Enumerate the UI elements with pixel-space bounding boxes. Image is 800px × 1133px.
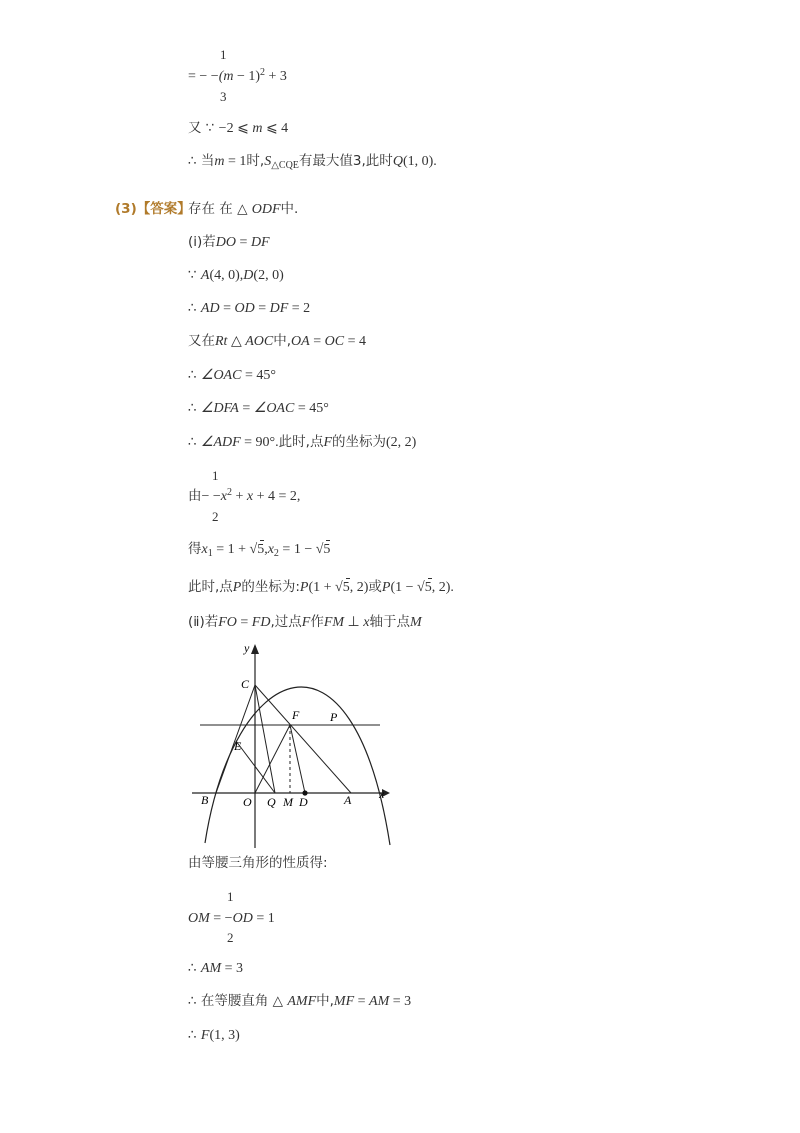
math-token: ∠OAC (253, 401, 295, 416)
label-d: D (299, 795, 308, 809)
math-token: = (354, 994, 370, 1009)
segment-of (255, 725, 290, 793)
math-token: AMF (287, 994, 317, 1009)
fraction-numerator: 1 (227, 889, 234, 904)
math-token: D (243, 268, 254, 283)
math-token: m (252, 121, 263, 136)
math-token: = 1 + √ (212, 542, 258, 557)
math-token: (ⅰ)若 (188, 234, 216, 250)
math-token: M (409, 615, 422, 630)
math-token: Q (392, 154, 403, 169)
line-roots (188, 543, 330, 557)
segment-cq (255, 685, 275, 793)
math-token: 有最大值3,此时 (298, 153, 393, 169)
math-token: (4, 0), (209, 268, 244, 283)
math-token: = 1 (224, 154, 247, 169)
math-token: AOC (245, 334, 274, 349)
math-token: 此时,点 (188, 579, 233, 595)
math-token: , 2). (431, 580, 454, 595)
math-token: = 4 (344, 334, 366, 349)
line-exists (188, 203, 298, 217)
math-token: (1 + √ (308, 580, 343, 595)
label-c: C (241, 677, 250, 691)
math-token: FD (251, 615, 271, 630)
label-a: A (344, 793, 352, 807)
math-token: + (232, 489, 247, 504)
label-f: F (292, 708, 300, 722)
math-token: , (264, 542, 268, 557)
line-expression (188, 67, 287, 84)
math-token: 5 (342, 580, 350, 595)
math-token: 中, (316, 993, 334, 1009)
math-token: OM (188, 911, 210, 926)
math-token: MF (333, 994, 355, 1009)
math-token: = 3 (221, 961, 244, 976)
math-token: AM (200, 961, 222, 976)
math-token: = (236, 615, 252, 630)
math-token: x (220, 489, 228, 504)
math-token: AM (369, 994, 390, 1009)
line-f-coordinates (188, 1029, 240, 1043)
line-range (188, 122, 288, 136)
math-token: 存在 在 △ (188, 201, 252, 217)
math-token: = − (209, 911, 233, 926)
line-isosceles (188, 857, 328, 871)
math-token: = 45° (241, 368, 276, 383)
math-token: 作 (310, 614, 324, 630)
math-token: DF (269, 301, 289, 316)
math-token: 又 ∵ (188, 120, 219, 136)
math-token: ∴ (188, 960, 201, 976)
math-token: 中. (280, 201, 299, 217)
math-token: 又在 (188, 333, 215, 349)
math-token: OD (232, 911, 253, 926)
math-token: ∴ (188, 367, 201, 383)
line-equal-lengths (188, 302, 310, 316)
math-token: ⊥ (344, 615, 364, 630)
math-token: 由 (188, 488, 202, 504)
math-token: P (299, 580, 309, 595)
line-am (188, 962, 243, 976)
segment-ca (255, 685, 351, 793)
math-token: − − (201, 489, 221, 504)
math-token: (m (218, 69, 234, 84)
math-token: △CQE (271, 160, 299, 171)
line-case-ii (188, 616, 422, 630)
math-token: F (323, 435, 333, 450)
math-token: 中, (273, 333, 292, 349)
line-max-value (188, 155, 437, 169)
math-token: ODF (251, 202, 281, 217)
math-token: x (363, 615, 370, 630)
math-token: 5 (323, 542, 331, 557)
math-token: ∴ 当 (188, 153, 215, 169)
math-token: ∠OAC (200, 368, 242, 383)
math-token: ⩽ 4 (262, 121, 289, 136)
math-token: OD (234, 301, 255, 316)
line-p-coordinates (188, 581, 454, 595)
math-token: ∠ADF (200, 435, 241, 450)
line-angle-oac (188, 369, 276, 383)
math-token: DO (215, 235, 237, 250)
math-token: 的坐标为: (241, 579, 300, 595)
math-token: = 1 (252, 911, 275, 926)
math-token: FM (323, 615, 345, 630)
math-token: x (267, 542, 274, 557)
math-token: x (246, 489, 254, 504)
math-token: = (238, 401, 254, 416)
label-p: P (330, 710, 338, 724)
segment-fd (290, 725, 305, 793)
line-case-i (188, 236, 270, 250)
math-token: ∴ (188, 300, 201, 316)
math-token: ∠DFA (200, 401, 239, 416)
math-token: F (200, 1028, 210, 1043)
math-token: = (309, 334, 325, 349)
math-token: OA (291, 334, 310, 349)
math-token: = 3 (389, 994, 412, 1009)
math-token: P (232, 580, 242, 595)
math-token: + 3 (265, 69, 287, 84)
math-token: P (381, 580, 391, 595)
fraction-denominator: 2 (227, 930, 234, 945)
line-equation (188, 487, 301, 504)
fraction-numerator: 1 (212, 468, 219, 483)
label-e: E (234, 739, 242, 753)
line-amf (188, 995, 411, 1009)
math-token: 5 (424, 580, 432, 595)
math-token: ∴ (188, 1027, 201, 1043)
math-token: S (264, 154, 272, 169)
label-m: M (283, 795, 293, 809)
math-token: = (236, 235, 251, 250)
math-token: , 2) (349, 580, 369, 595)
label-y: y (244, 641, 250, 655)
math-token: 2 (227, 487, 233, 498)
math-token: − 1) (233, 69, 261, 84)
line-om (188, 912, 275, 926)
fraction-numerator: 1 (220, 47, 227, 62)
math-token: (1, 0). (402, 154, 437, 169)
math-token: △ (227, 334, 246, 349)
math-token: (1 − √ (390, 580, 425, 595)
math-token: ∴ (188, 400, 201, 416)
math-token: (ⅱ)若 (188, 614, 219, 630)
line-angle-dfa (188, 402, 329, 416)
math-token: 2 (260, 67, 266, 78)
answer-label: (3)【答案】 (115, 201, 191, 217)
math-token: F (301, 615, 311, 630)
math-token: −2 ⩽ (218, 121, 253, 136)
math-token: 5 (257, 542, 265, 557)
math-token: = 2 (288, 301, 311, 316)
label-q: Q (267, 795, 276, 809)
math-token: ∵ (188, 267, 201, 283)
math-token: OC (324, 334, 345, 349)
math-token: AD (200, 301, 220, 316)
label-b: B (201, 793, 209, 807)
math-token: (2, 0) (253, 268, 284, 283)
math-token: (2, 2) (386, 435, 417, 450)
math-token: 或 (368, 579, 382, 595)
math-token: 时, (246, 153, 265, 169)
label-x: x (379, 787, 385, 801)
y-axis-arrow (251, 644, 259, 654)
label-o: O (243, 795, 252, 809)
math-token: 轴于点 (369, 614, 410, 630)
math-token: ∴ (188, 434, 201, 450)
math-token: Rt (215, 334, 228, 349)
math-token: 由等腰三角形的性质得: (188, 855, 328, 871)
math-token: FO (218, 615, 237, 630)
math-token: x (201, 542, 208, 557)
math-token: m (214, 154, 225, 169)
math-token: ∴ 在等腰直角 △ (188, 993, 288, 1009)
line-right-triangle (188, 335, 366, 349)
math-token: 此时,点 (278, 434, 324, 450)
math-token: 得 (188, 541, 202, 557)
line-points (188, 269, 284, 283)
math-token: = − − (188, 69, 219, 84)
fraction-denominator: 2 (212, 509, 219, 524)
parabola-figure (188, 638, 393, 850)
math-token: 1 (207, 548, 213, 559)
math-token: (1, 3) (209, 1028, 240, 1043)
math-token: = 45° (294, 401, 329, 416)
math-token: 的坐标为 (332, 434, 387, 450)
math-token: = (219, 301, 235, 316)
math-token: A (200, 268, 210, 283)
math-token: = 90°. (240, 435, 279, 450)
fraction-denominator: 3 (220, 89, 227, 104)
math-token: 2 (273, 548, 279, 559)
math-token: = 1 − √ (278, 542, 324, 557)
math-token: DF (250, 235, 270, 250)
math-token: ,过点 (270, 614, 302, 630)
line-angle-adf (188, 436, 416, 450)
math-token: + 4 = 2, (253, 489, 301, 504)
math-token: = (254, 301, 270, 316)
